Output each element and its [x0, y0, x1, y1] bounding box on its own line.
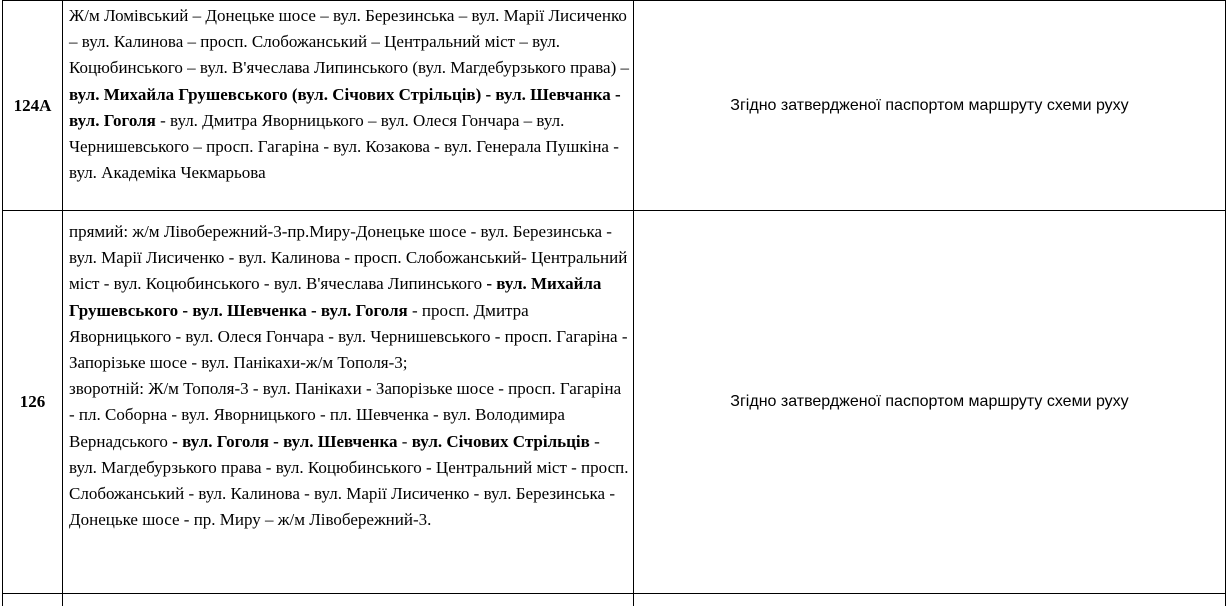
route-segment: - вул. Дмитра Яворницького – вул. Олеся Гончара – вул. Чернишевського – просп. Гагаріна - вул. Козакова - вул. Генерала Пушкіна - вул. Академіка Чекмарьова: [69, 111, 619, 182]
empty-cell: [634, 594, 1226, 606]
route-segment: - просп. Дмитра Яворницького - вул. Олеся Гончара - вул. Чернишевського - просп. Гагаріна - Запорізьке шосе - вул. Панікахи-ж/м Тополя-3;: [69, 301, 628, 372]
route-segment: - вул. Магдебурзького права - вул. Коцюбинського - Центральний міст - просп. Слобожанський - вул. Калинова - вул. Марії Лисиченко - вул. Березинська - Донецьке шосе - пр. Миру – ж/м Лівобережний-3.: [69, 432, 628, 530]
route-segment: прямий: ж/м Лівобережний-3-пр.Миру-Донецьке шосе - вул. Березинська - вул. Марії Лисиченко - вул. Калинова - просп. Слобожанський- Центральний міст - вул. Коцюбинського - вул. В'ячеслава Липинського: [69, 222, 627, 293]
route-segment: Ж/м Ломівський – Донецьке шосе – вул. Березинська – вул. Марії Лисиченко – вул. Калинова – просп. Слобожанський – Центральний міст – вул. Коцюбинського – вул. В'ячеслава Липинського (вул. Магдебурзького права) –: [69, 6, 629, 77]
route-description: [63, 1, 634, 211]
route-number: 124А: [3, 1, 63, 211]
route-note: Згідно затвердженої паспортом маршруту схеми руху: [634, 1, 1226, 211]
route-segment-highlighted: - вул. Михайла Грушевського - вул. Шевченка - вул. Гоголя: [69, 274, 601, 319]
route-segment-highlighted: вул. Михайла Грушевського (вул. Січових Стрільців) - вул. Шевчанка - вул. Гоголя: [69, 85, 621, 130]
table-row: [3, 1, 1226, 211]
route-segment: -: [398, 432, 412, 451]
table-row: [3, 211, 1226, 594]
route-segment-highlighted: вул. Січових Стрільців: [412, 432, 590, 451]
routes-table: [2, 0, 1226, 606]
empty-cell: [3, 594, 63, 606]
route-segment-highlighted: - вул. Гоголя - вул. Шевченка: [172, 432, 397, 451]
table-row-partial: [3, 594, 1226, 606]
route-description: [63, 211, 634, 594]
route-number: 126: [3, 211, 63, 594]
route-segment: зворотній: Ж/м Тополя-3 - вул. Панікахи - Запорізьке шосе - просп. Гагаріна - пл. Соборна - вул. Яворницького - пл. Шевченка - вул. Володимира Вернадського: [69, 379, 621, 450]
empty-cell: [63, 594, 634, 606]
route-note: Згідно затвердженої паспортом маршруту схеми руху: [634, 211, 1226, 594]
